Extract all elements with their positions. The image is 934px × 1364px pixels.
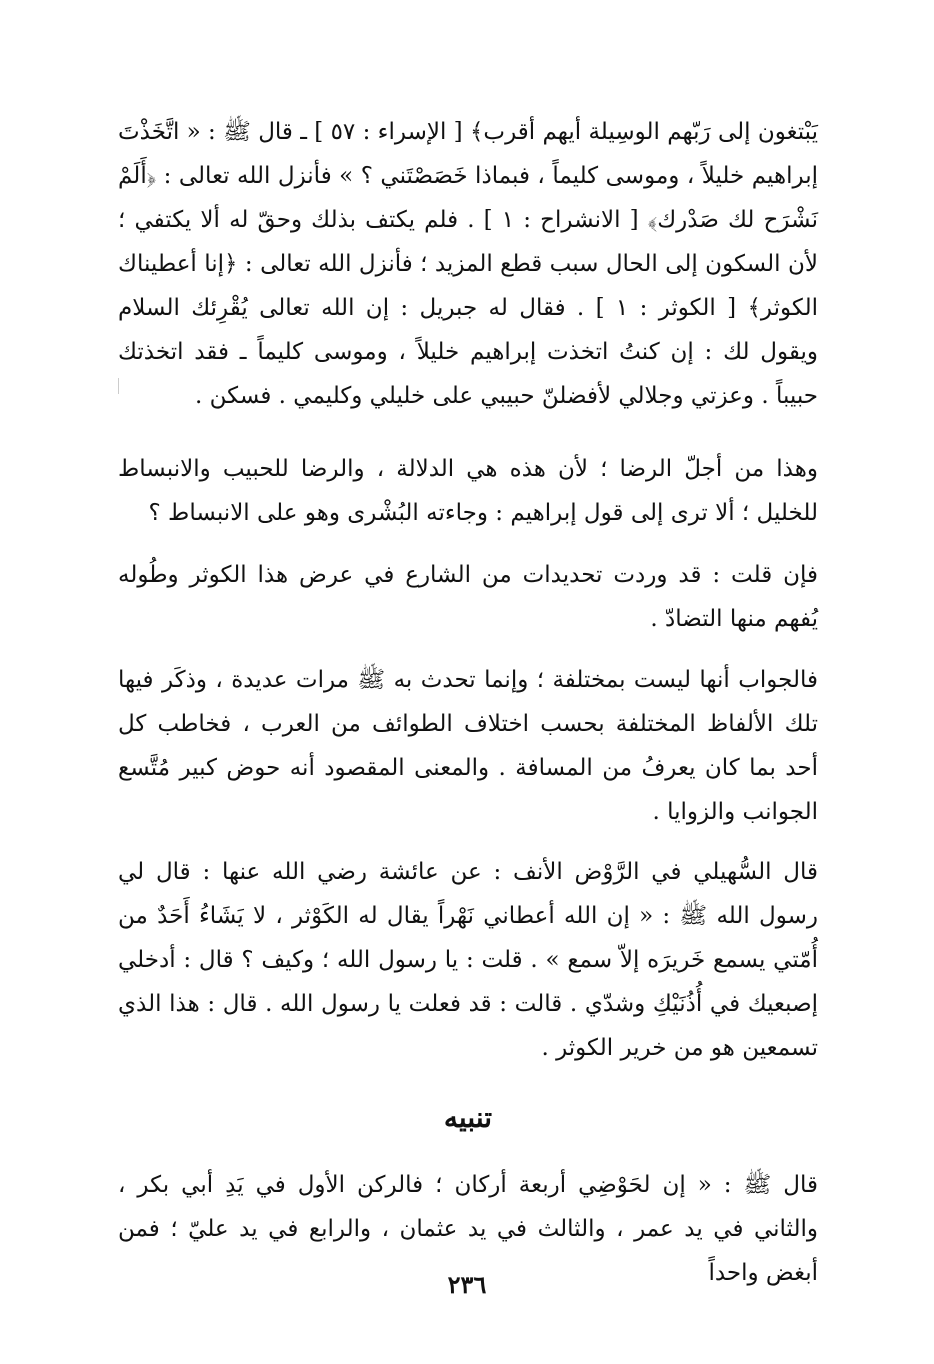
paragraph-question: فإن قلت : قد وردت تحديدات من الشارع في عرض هذا الكوثر وطُوله يُفهم منها التضادّ . xyxy=(118,562,818,632)
paragraph-kawthar-revelation: يَبْتغون إلى رَبّهم الوسِيلة أيهم أقرب﴾ [ الإسراء : ٥٧ ] ـ قال ﷺ : « اتَّخَذْتَ إبراهيم خليلاً ، وموسى كليماً ، فبماذا خَصَصْتَني ؟ » فأنزل الله تعالى : ﴿أَلَمْ نَشْرَح لك صَدْرك﴾ [ الانشراح : ١ ] . فلم يكتف بذلك وحقّ له ألا يكتفي ؛ لأن السكون إلى الحال سبب قطع المزيد ؛ فأنزل الله تعالى : ﴿إنا أعطيناك الكوثر﴾ [ الكوثر : ١ ] . فقال له جبريل : إن الله تعالى يُقْرِئك السلام ويقول لك : إن كنتُ اتخذت إبراهيم خليلاً ، وموسى كليماً ـ فقد اتخذتك حبيباً . وعزتي وجلالي لأفضلنّ حبيبي على خليلي وكليمي . فسكن . xyxy=(118,119,818,409)
page-number: ٢٣٦ xyxy=(447,1270,487,1299)
paragraph-hawd-corners: قال ﷺ : « إن لحَوْضِي أربعة أركان ؛ فالركن الأول في يَدِ أبي بكر ، والثاني في يد عمر ، والثالث في يد عثمان ، والرابع في يد عليّ ؛ فمن أبغض واحداً xyxy=(118,1172,818,1286)
paragraph-answer: فالجواب أنها ليست بمختلفة ؛ وإنما تحدث به ﷺ مرات عديدة ، وذكَر فيها تلك الألفاظ المختلفة بحسب اختلاف الطوائف من العرب ، فخاطب كل أحد بما كان يعرفُ من المسافة . والمعنى المقصود أنه حوض كبير مُتَّسع الجوانب والزوايا . xyxy=(118,667,818,825)
section-heading: تنبيه xyxy=(443,1101,493,1134)
paragraph-rida: وهذا من أجلّ الرضا ؛ لأن هذه هي الدلالة ، والرضا للحبيب والانبساط للخليل ؛ ألا ترى إلى قول إبراهيم : وجاءته البُشْرى وهو على الانبساط ؟ xyxy=(118,456,818,526)
paragraph-suhayli: قال السُّهيلي في الرَّوْض الأنف : عن عائشة رضي الله عنها : قال لي رسول الله ﷺ : « إن الله أعطاني نَهْراً يقال له الكَوْثر ، لا يَشَاءُ أَحَدٌ من أُمّتي يسمع خَريرَه إلاّ سمع » . قلت : يا رسول الله ؛ وكيف ؟ قال : أدخلي إصبعيك في أُذُنَيْكِ وشدّي . قالت : قد فعلت يا رسول الله . قال : هذا الذي تسمعين هو من خرير الكوثر . xyxy=(118,859,818,1061)
